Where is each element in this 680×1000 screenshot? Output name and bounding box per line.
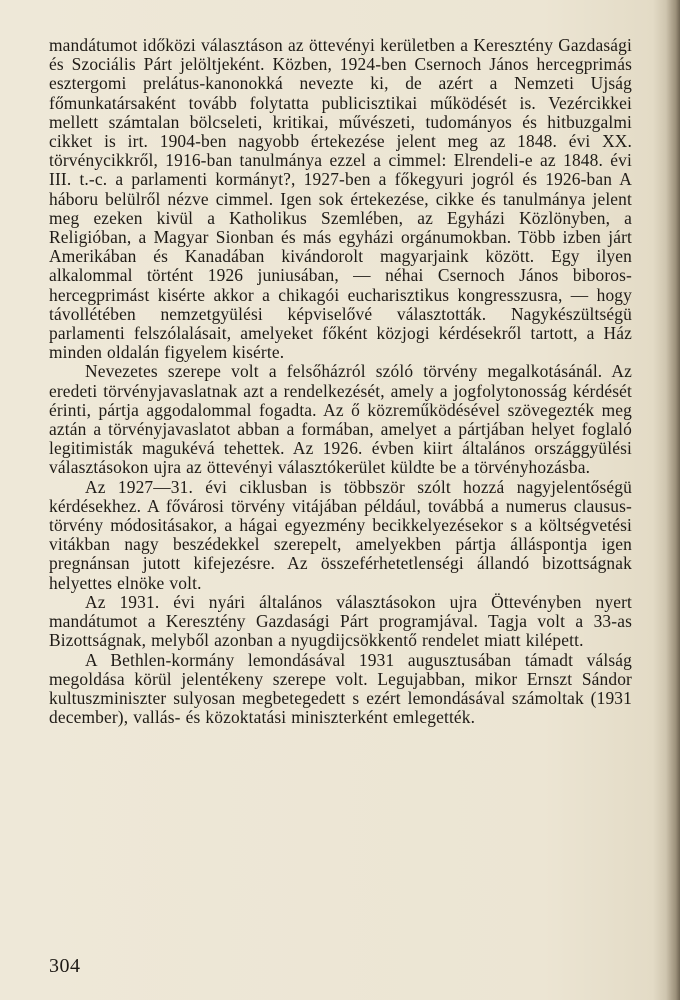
page-edge-shadow [666, 0, 680, 1000]
paragraph-5: A Bethlen-kormány lemondásával 1931 augusztusában támadt válság megoldása körül jelentékeny szerepe volt. Legujabban, mikor Ernszt Sándor kultuszminiszter sulyosan megbetegedett s ezért lemondásával számoltak (1931 december), vallás- és közoktatási miniszterként emlegették. [49, 649, 632, 728]
page-number: 304 [49, 955, 81, 977]
body-text [49, 36, 632, 727]
paragraph-2: Nevezetes szerepe volt a felsőházról szóló törvény megalkotásánál. Az eredeti törvényjavaslatnak azt a rendelkezését, amely a jogfolytonosság kérdését érinti, pártja aggodalommal fogadta. Az ő közreműködésével szövegezték meg aztán a törvényjavaslatot abban a formában, amelyet a pártjában helyet foglaló legitimisták magukévá tehettek. Az 1926. évben kiirt általános országgyülési választásokon ujra az öttevényi választókerület küldte be a törvényhozásba. [49, 361, 632, 478]
paragraph-3: Az 1927—31. évi ciklusban is többször szólt hozzá nagyjelentőségü kérdésekhez. A fővárosi törvény vitájában például, továbbá a numerus clausus-törvény módositásakor, a hágai egyezmény becikkelyezésekor s a költségvetési vitákban nagy beszédekkel szerepelt, amelyekben pártja álláspontja igen pregnánsan jutott kifejezésre. Az összeférhetetlenségi állandó bizottságnak helyettes elnöke volt. [49, 476, 632, 593]
paragraph-4: Az 1931. évi nyári általános választásokon ujra Öttevényben nyert mandátumot a Keresztény Gazdasági Párt programjával. Tagja volt a 33-as Bizottságnak, melyből azonban a nyugdijcsökkentő rendelet miatt kilépett. [49, 591, 632, 651]
paragraph-1: mandátumot időközi választáson az öttevényi kerületben a Keresztény Gazdasági és Szociális Párt jelöltjeként. Közben, 1924-ben Csernoch János hercegprimás esztergomi prelátus-kanonokká nevezte ki, de azért a Nemzeti Ujság főmunkatársaként tovább folytatta publicisztikai működését is. Vezércikkei mellett számtalan bölcseleti, kritikai, művészeti, tudományos és hitbuzgalmi cikket is irt. 1904-ben nagyobb értekezése jelent meg az 1848. évi XX. törvénycikkről, 1916-ban tanulmánya ezzel a cimmel: Elrendeli-e az 1848. évi III. t.-c. a parlamenti kormányt?, 1927-ben a főkegyuri jogról és 1926-ban A háboru belülről nézve cimmel. Igen sok értekezése, cikke és tanulmánya jelent meg ezeken kivül a Katholikus Szemlében, az Egyházi Közlönyben, a Religióban, a Magyar Sionban és más egyházi orgánumokban. Több izben járt Amerikában és Kanadában kivándorolt magyarjaink között. Egy ilyen alkalommal történt 1926 juniusában, — néhai Csernoch János biboros-hercegprimást kisérte akkor a chikagói eucharisztikus kongresszusra, — hogy távollétében nemzetgyülési képviselővé választották. Nagykészültségü parlamenti felszólalásait, amelyeket főként közjogi kérdésekről tartott, a Ház minden oldalán figyelem kisérte. [49, 35, 632, 363]
